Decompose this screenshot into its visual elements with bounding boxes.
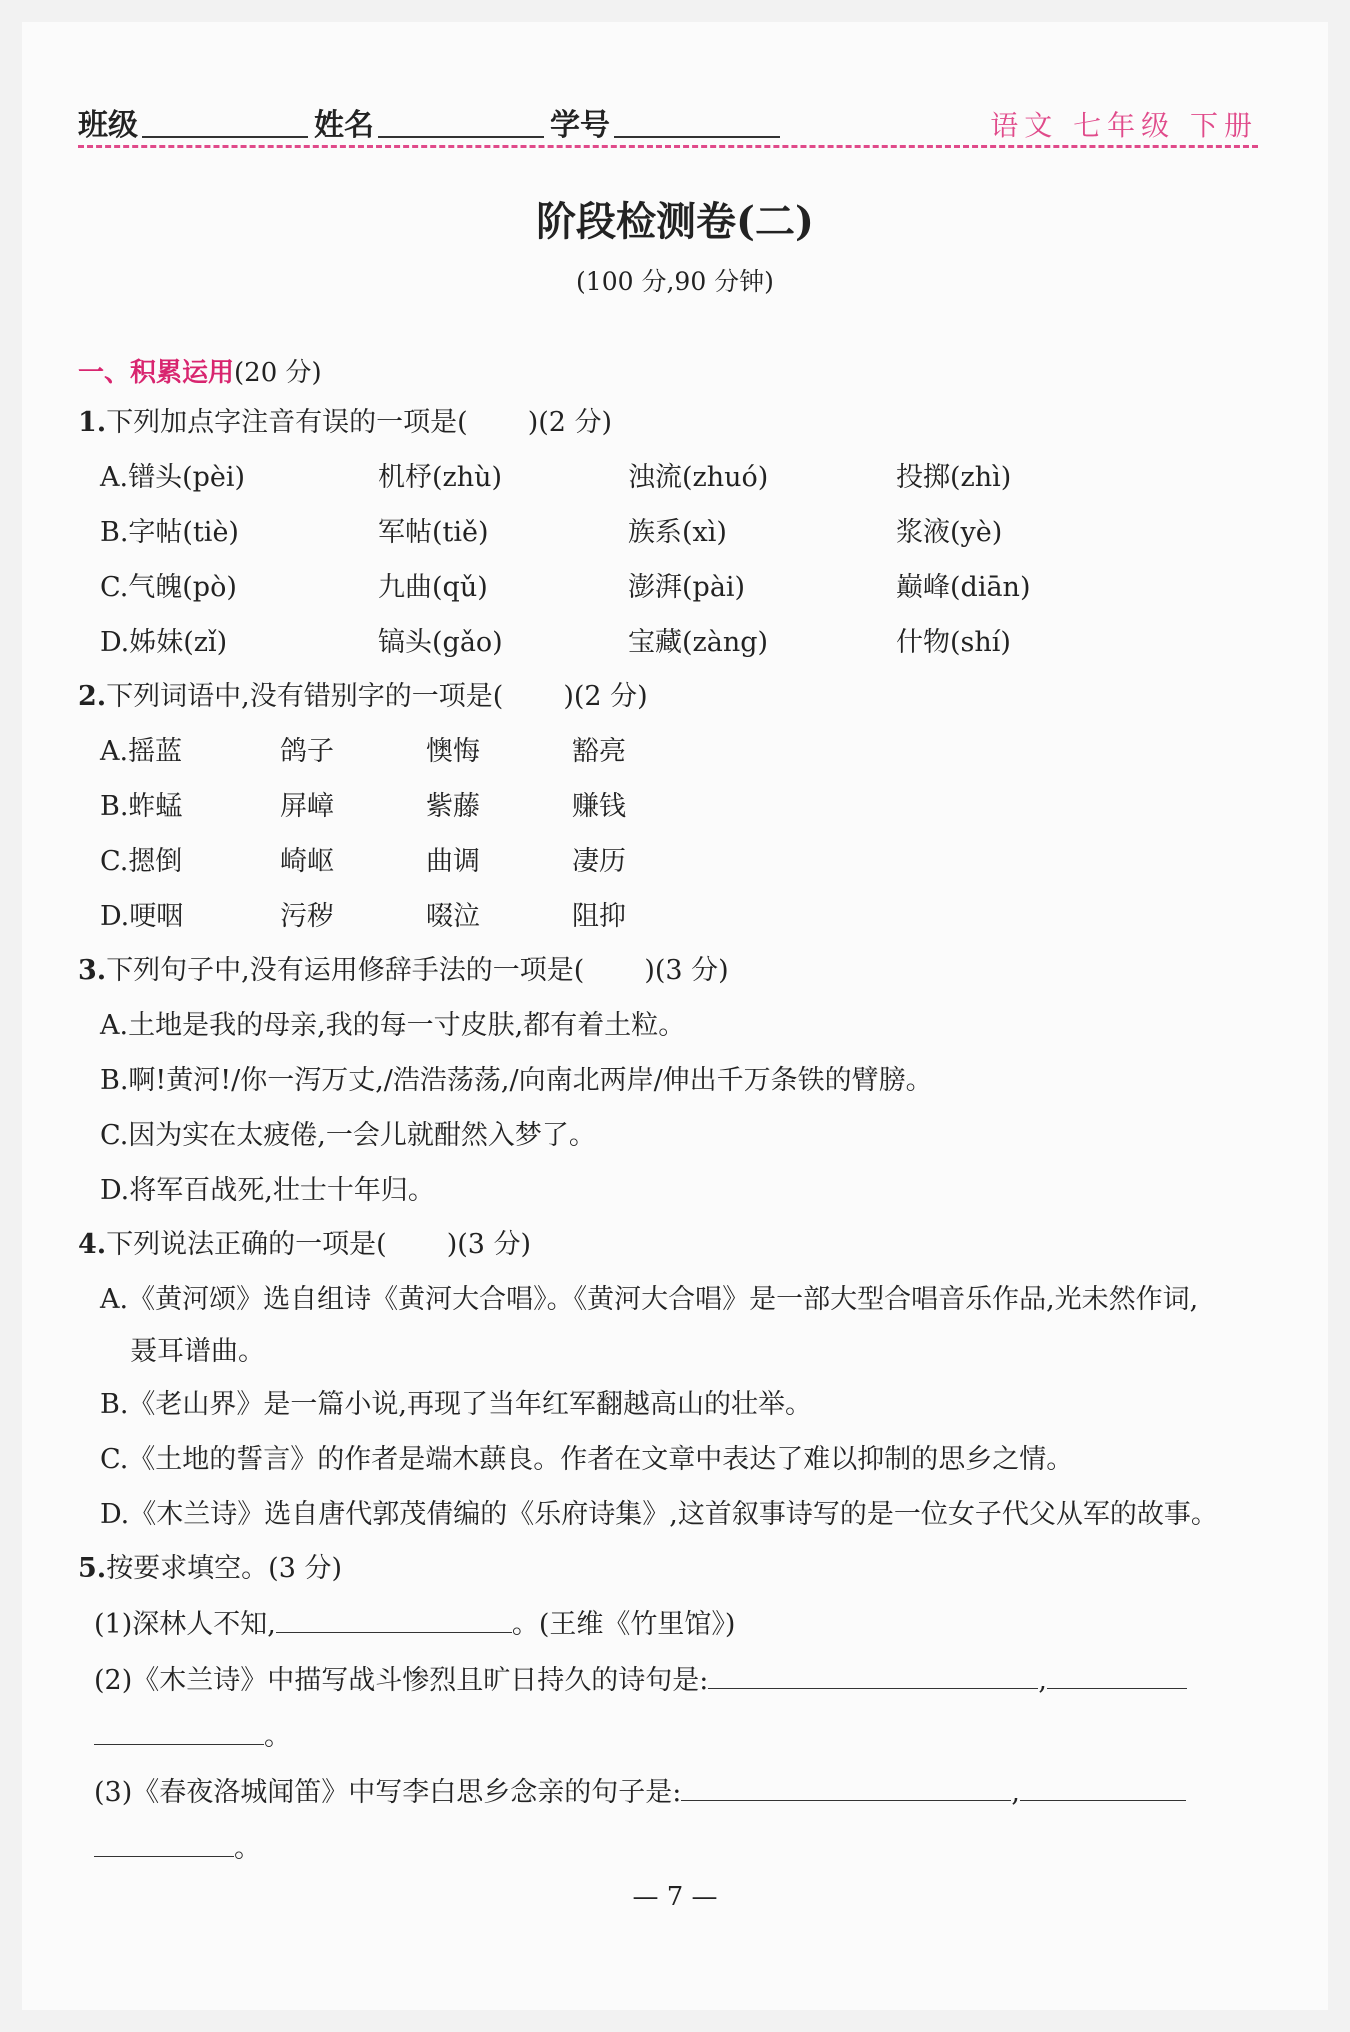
fill-blank[interactable] bbox=[1020, 1764, 1186, 1801]
option-cell: 宝藏(zàng) bbox=[628, 627, 769, 658]
option-cell: 什物(shí) bbox=[896, 627, 1011, 658]
option-cell: D.姊妹(zǐ) bbox=[100, 627, 228, 658]
option-row bbox=[78, 779, 1278, 834]
option-row bbox=[78, 615, 1278, 670]
option-cell: 巅峰(diān) bbox=[896, 572, 1031, 603]
question-3 bbox=[78, 944, 1278, 998]
question-number: 3. bbox=[78, 955, 107, 986]
section-label: 一、积累运用 bbox=[78, 358, 235, 388]
question-2 bbox=[78, 670, 1278, 724]
option-cell: 豁亮 bbox=[572, 736, 626, 767]
option-row bbox=[78, 724, 1278, 779]
option-cell: 族系(xì) bbox=[628, 517, 727, 548]
option-cell: 凄历 bbox=[572, 846, 626, 877]
question-text: 按要求填空。(3 分) bbox=[106, 1553, 343, 1584]
option-cell: A.摇蓝 bbox=[100, 736, 183, 767]
option-cell: 镐头(gǎo) bbox=[378, 627, 503, 658]
fill-comma: , bbox=[1038, 1665, 1047, 1696]
option-d: D.将军百战死,壮士十年归。 bbox=[100, 1175, 435, 1206]
name-blank[interactable] bbox=[378, 106, 544, 138]
option-cell: 曲调 bbox=[426, 846, 480, 877]
fill-item-3 bbox=[78, 1764, 1278, 1820]
option-row bbox=[78, 889, 1278, 944]
id-blank[interactable] bbox=[614, 106, 780, 138]
option-d: D.《木兰诗》选自唐代郭茂倩编的《乐府诗集》,这首叙事诗写的是一位女子代父从军的故事。 bbox=[100, 1499, 1218, 1530]
option-b: B.啊!黄河!/你一泻万丈,/浩浩荡荡,/向南北两岸/伸出千万条铁的臂膀。 bbox=[100, 1065, 933, 1096]
option-c: C.因为实在太疲倦,一会儿就酣然入梦了。 bbox=[100, 1120, 596, 1151]
question-tail: )(2 分) bbox=[563, 681, 648, 712]
fill-prompt: (2)《木兰诗》中描写战斗惨烈且旷日持久的诗句是: bbox=[94, 1665, 709, 1696]
section-heading bbox=[78, 350, 1278, 396]
class-blank[interactable] bbox=[142, 106, 308, 138]
question-4 bbox=[78, 1218, 1278, 1272]
section-points: (20 分) bbox=[234, 358, 322, 388]
option-cell: 阻抑 bbox=[572, 901, 626, 932]
fill-comma: , bbox=[1011, 1777, 1020, 1808]
fill-blank[interactable] bbox=[94, 1708, 264, 1745]
fill-prompt: (1)深林人不知, bbox=[94, 1609, 276, 1640]
option-cell: 九曲(qǔ) bbox=[378, 572, 488, 603]
option-a: A.土地是我的母亲,我的每一寸皮肤,都有着土粒。 bbox=[100, 1010, 686, 1041]
fill-blank[interactable] bbox=[708, 1652, 1038, 1689]
option-row bbox=[78, 505, 1278, 560]
content bbox=[78, 350, 1278, 1876]
option-cell: 投掷(zhì) bbox=[896, 462, 1012, 493]
option-cell: 鸽子 bbox=[280, 736, 334, 767]
option-cell: 屏嶂 bbox=[280, 791, 334, 822]
option-cell: 机杼(zhù) bbox=[378, 462, 503, 493]
page-subtitle: (100 分,90 分钟) bbox=[576, 267, 774, 296]
option-a-continued: 聂耳谱曲。 bbox=[130, 1336, 265, 1367]
option-row bbox=[78, 834, 1278, 889]
option-cell: B.蚱蜢 bbox=[100, 791, 183, 822]
option-cell: 澎湃(pài) bbox=[628, 572, 746, 603]
student-info bbox=[78, 100, 786, 144]
question-tail: )(3 分) bbox=[446, 1229, 532, 1260]
option-cell: C.摁倒 bbox=[100, 846, 183, 877]
id-label: 学号 bbox=[550, 108, 610, 143]
question-tail: )(2 分) bbox=[527, 407, 613, 438]
fill-suffix: 。(王维《竹里馆》) bbox=[511, 1609, 736, 1640]
question-number: 4. bbox=[78, 1229, 107, 1260]
option-cell: 污秽 bbox=[280, 901, 334, 932]
option-cell: 赚钱 bbox=[572, 791, 626, 822]
option-cell: 浆液(yè) bbox=[896, 517, 1003, 548]
fill-blank[interactable] bbox=[276, 1596, 512, 1633]
option-cell: 紫藤 bbox=[426, 791, 480, 822]
option-cell: 懊悔 bbox=[426, 736, 480, 767]
fill-blank[interactable] bbox=[681, 1764, 1011, 1801]
option-cell: D.哽咽 bbox=[100, 901, 184, 932]
fill-item-2 bbox=[78, 1652, 1278, 1708]
option-cell: 浊流(zhuó) bbox=[628, 462, 769, 493]
option-row bbox=[78, 560, 1278, 615]
option-b: B.《老山界》是一篇小说,再现了当年红军翻越高山的壮举。 bbox=[100, 1389, 813, 1420]
question-text: 下列词语中,没有错别字的一项是( bbox=[106, 681, 504, 712]
option-c: C.《土地的誓言》的作者是端木蕻良。作者在文章中表达了难以抑制的思乡之情。 bbox=[100, 1444, 1074, 1475]
page-number: — 7 — bbox=[632, 1882, 718, 1912]
option-cell: 军帖(tiě) bbox=[378, 517, 489, 548]
question-5 bbox=[78, 1542, 1278, 1596]
option-cell: C.气魄(pò) bbox=[100, 572, 237, 603]
option-a: A.《黄河颂》选自组诗《黄河大合唱》。《黄河大合唱》是一部大型合唱音乐作品,光未然作词, bbox=[100, 1284, 1199, 1315]
fill-period: 。 bbox=[264, 1721, 291, 1752]
name-label: 姓名 bbox=[314, 108, 374, 143]
question-text: 下列句子中,没有运用修辞手法的一项是( bbox=[106, 955, 585, 986]
fill-period: 。 bbox=[234, 1833, 261, 1864]
page-title: 阶段检测卷(二) bbox=[536, 198, 814, 245]
question-number: 5. bbox=[78, 1553, 107, 1584]
option-cell: 崎岖 bbox=[280, 846, 334, 877]
fill-item-1 bbox=[78, 1596, 1278, 1652]
option-cell: A.镨头(pèi) bbox=[100, 462, 246, 493]
question-tail: )(3 分) bbox=[644, 955, 729, 986]
question-1 bbox=[78, 396, 1278, 450]
question-text: 下列说法正确的一项是( bbox=[106, 1229, 387, 1260]
book-label: 语文 七年级 下册 bbox=[990, 109, 1258, 142]
header-bar bbox=[78, 100, 1258, 146]
fill-blank[interactable] bbox=[94, 1820, 234, 1857]
question-number: 2. bbox=[78, 681, 107, 712]
fill-item-3-continued bbox=[78, 1820, 1278, 1876]
fill-prompt: (3)《春夜洛城闻笛》中写李白思乡念亲的句子是: bbox=[94, 1777, 682, 1808]
option-cell: B.字帖(tiè) bbox=[100, 517, 239, 548]
question-number: 1. bbox=[78, 407, 107, 438]
fill-blank[interactable] bbox=[1047, 1652, 1187, 1689]
header-divider bbox=[78, 145, 1258, 148]
class-label: 班级 bbox=[78, 108, 138, 143]
fill-item-2-continued bbox=[78, 1708, 1278, 1764]
option-row bbox=[78, 450, 1278, 505]
option-cell: 啜泣 bbox=[426, 901, 480, 932]
question-text: 下列加点字注音有误的一项是( bbox=[106, 407, 468, 438]
